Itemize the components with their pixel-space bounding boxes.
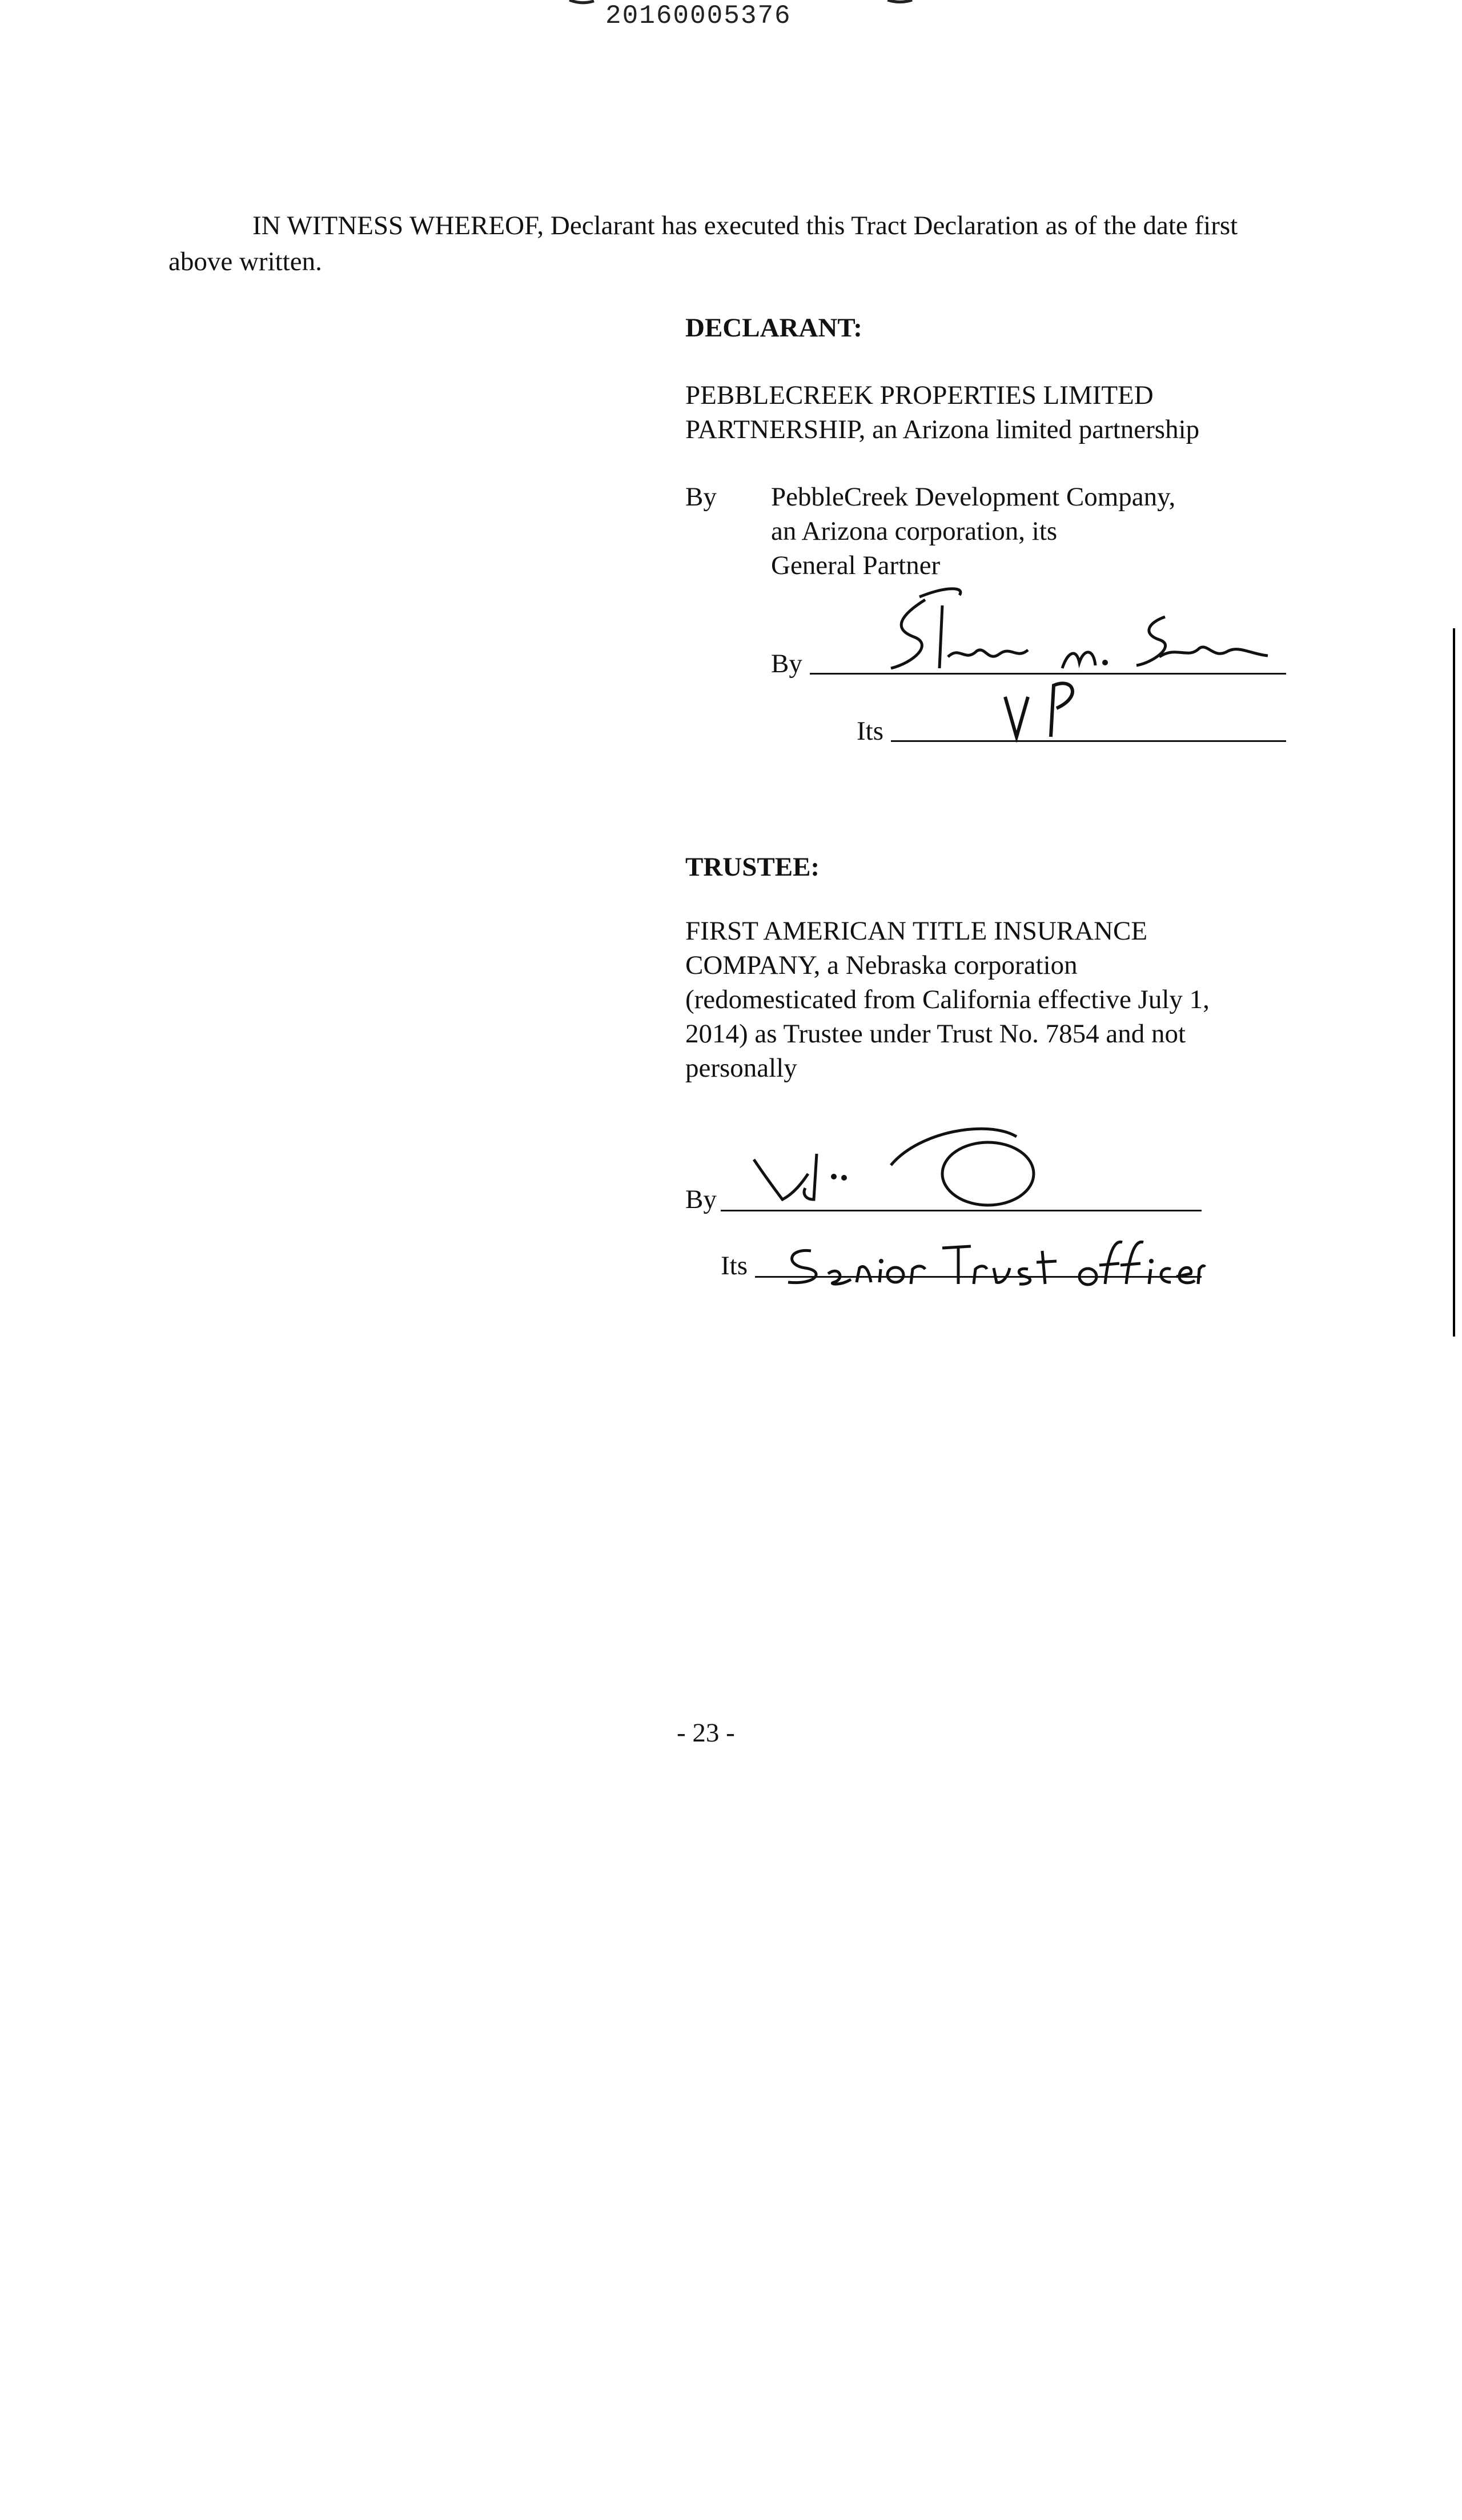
general-partner-line: PebbleCreek Development Company, xyxy=(771,482,1176,512)
declarant-entity xyxy=(685,378,1199,447)
trustee-entity-line: personally xyxy=(685,1053,797,1083)
declarant-general-partner xyxy=(771,480,1175,583)
scan-edge-line xyxy=(1453,628,1456,2520)
general-partner-line: an Arizona corporation, its xyxy=(771,516,1058,546)
trustee-entity-line: (redomesticated from California effective July 1, xyxy=(685,985,1210,1014)
trustee-its-label: Its xyxy=(721,1251,748,1281)
declarant-its-line xyxy=(891,740,1286,742)
trustee-signature-by-label: By xyxy=(685,1185,717,1214)
trustee-heading: TRUSTEE: xyxy=(685,852,820,882)
scan-top-marks xyxy=(0,0,1462,7)
trustee-signature xyxy=(748,1114,1045,1217)
general-partner-line: General Partner xyxy=(771,551,941,580)
declarant-heading: DECLARANT: xyxy=(685,313,862,343)
page-number: - 23 - xyxy=(677,1718,735,1748)
witness-line-1: IN WITNESS WHEREOF, Declarant has executed this Tract Declaration as of the date first xyxy=(252,211,1238,240)
witness-line-2: above written. xyxy=(168,247,322,276)
trustee-entity-line: FIRST AMERICAN TITLE INSURANCE xyxy=(685,916,1148,946)
trustee-entity xyxy=(685,914,1210,1085)
declarant-entity-line: PEBBLECREEK PROPERTIES LIMITED xyxy=(685,380,1154,410)
declarant-signature xyxy=(879,583,1268,680)
declarant-signature-by-label: By xyxy=(771,649,802,679)
trustee-title-handwritten xyxy=(777,1234,1205,1291)
declarant-entity-line: PARTNERSHIP, an Arizona limited partnership xyxy=(685,415,1200,444)
recording-number: 20160005376 xyxy=(605,1,792,31)
declarant-title-handwritten xyxy=(999,674,1085,748)
trustee-entity-line: COMPANY, a Nebraska corporation xyxy=(685,950,1078,980)
trustee-entity-line: 2014) as Trustee under Trust No. 7854 and not xyxy=(685,1019,1186,1049)
declarant-by-label: By xyxy=(685,482,717,512)
declarant-its-label: Its xyxy=(857,716,883,746)
